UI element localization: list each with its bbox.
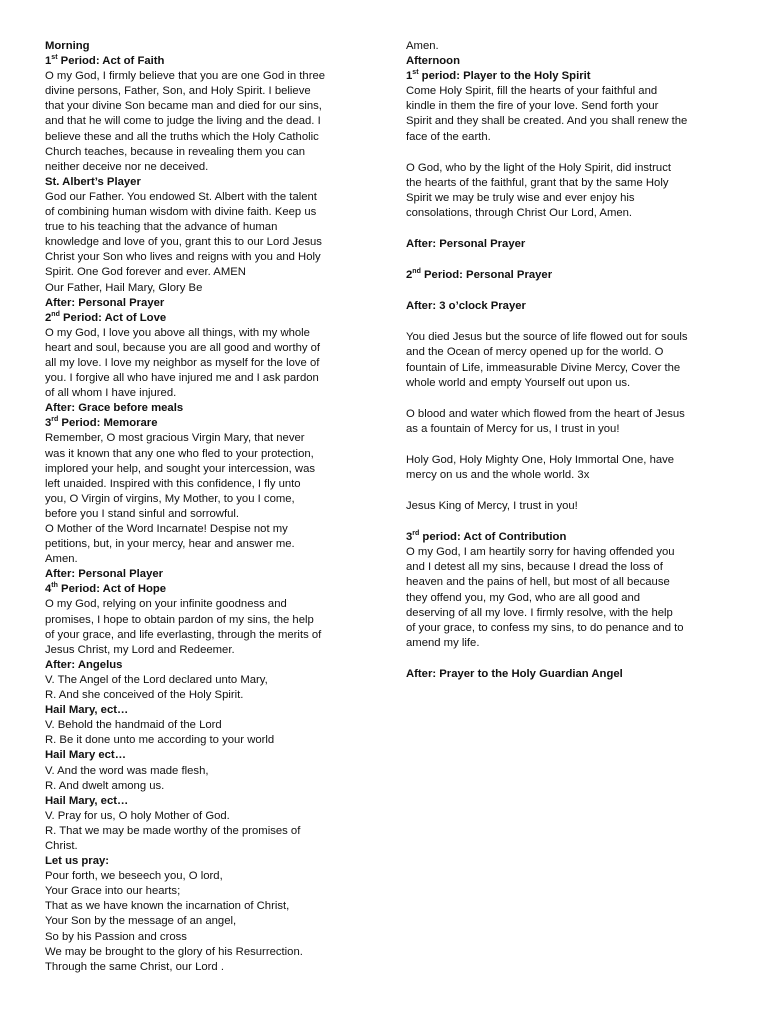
spacer [406, 514, 726, 530]
text-line: and that he will come to judge the living and the dead. I [45, 115, 321, 128]
period-1-heading: 1st Period: Act of Faith [45, 54, 165, 68]
text-line: You died Jesus but the source of life flowed out for souls [406, 331, 688, 344]
after-heading: After: Angelus [45, 658, 123, 671]
text-line: Your Grace into our hearts; [45, 885, 181, 898]
period-2-heading: 2nd Period: Personal Prayer [406, 268, 553, 282]
text-line: R. That we may be made worthy of the promises of [45, 824, 301, 837]
text-line: O God, who by the light of the Holy Spirit, did instruct [406, 161, 671, 174]
text-line: and I detest all my sins, because I dread the loss of [406, 561, 663, 574]
left-column [45, 39, 363, 975]
text-line: as a fountain of Mercy for us, I trust in you! [406, 422, 620, 435]
text-line: V. Pray for us, O holy Mother of God. [45, 809, 230, 822]
text-line: amend my life. [406, 636, 480, 649]
divine-mercy-text-2 [406, 407, 726, 437]
hail-mary-heading: Hail Mary, ect… [45, 794, 129, 807]
text-line: Jesus Christ, my Lord and Redeemer. [45, 643, 235, 656]
after-heading: After: Personal Player [45, 568, 164, 581]
text-line: V. The Angel of the Lord declared unto Mary, [45, 673, 268, 686]
amen-text: Amen. [406, 40, 439, 52]
spacer [406, 391, 726, 407]
st-albert-heading: St. Albert’s Player [45, 175, 141, 188]
text-line: Remember, O most gracious Virgin Mary, that never [45, 432, 305, 445]
text-line: knowledge and love of you, grant this to our Lord Jesus [45, 236, 322, 249]
text-line: they offend you, my God, who are all good and [406, 591, 641, 604]
angelus-verse-4 [45, 809, 363, 854]
text-line: was it known that any one who fled to your protection, [45, 447, 314, 460]
act-of-contrition-text [406, 545, 726, 651]
memorare-text [45, 431, 363, 567]
text-line: deserving of all my love. I firmly resolve, with the help [406, 606, 673, 619]
angelus-verse-1 [45, 673, 363, 703]
hail-mary-heading: Hail Mary ect… [45, 749, 126, 762]
morning-heading: Morning [45, 40, 90, 52]
holy-spirit-collect-text [406, 161, 726, 221]
closing-prayer-text [45, 869, 363, 975]
text-line: So by his Passion and cross [45, 930, 187, 943]
angelus-verse-3 [45, 764, 363, 794]
period-4-heading: 4th Period: Act of Hope [45, 582, 167, 596]
text-line: O my God, I am heartily sorry for having offended you [406, 546, 675, 559]
text-line: God our Father. You endowed St. Albert with the talent [45, 190, 317, 203]
text-line: face of the earth. [406, 130, 491, 143]
text-line: fountain of Life, immeasurable Divine Mercy, Cover the [406, 361, 681, 374]
text-line: of your grace, to confess my sins, to do penance and to [406, 621, 684, 634]
text-line: and the Ocean of mercy opened up for the world. O [406, 346, 664, 359]
text-line: left unaided. Inspired with this confidence, I fly unto [45, 477, 301, 490]
text-line: believe these and all the truths which the Holy Catholic [45, 130, 319, 143]
text-line: O blood and water which flowed from the heart of Jesus [406, 407, 685, 420]
after-heading: After: Personal Prayer [45, 296, 165, 309]
text-line: divine persons, Father, Son, and Holy Spirit. I believe [45, 85, 311, 98]
text-line: the hearts of the faithful, grant that by the same Holy [406, 176, 669, 189]
spacer [406, 145, 726, 161]
text-line: kindle in them the fire of your love. Send forth your [406, 100, 659, 113]
text-line: Christ your Son who lives and reigns with you and Holy [45, 251, 321, 264]
text-line: consolations, through Christ Our Lord, Amen. [406, 206, 633, 219]
holy-spirit-prayer-text [406, 84, 726, 144]
act-of-faith-text [45, 69, 363, 175]
text-line: Through the same Christ, our Lord . [45, 960, 224, 973]
text-line: neither deceive nor ne deceived. [45, 160, 209, 173]
text-line: true to his teaching that the advance of human [45, 221, 278, 234]
st-albert-text [45, 190, 363, 296]
text-line: of combining human wisdom with divine faith. Keep us [45, 206, 317, 219]
text-line: V. Behold the handmaid of the Lord [45, 719, 222, 732]
text-line: Our Father, Hail Mary, Glory Be [45, 281, 203, 294]
after-heading: After: Grace before meals [45, 402, 184, 415]
text-line: before you I stand sinful and sorrowful. [45, 507, 240, 520]
period-2-heading: 2nd Period: Act of Love [45, 310, 167, 324]
after-heading: After: Personal Prayer [406, 238, 526, 251]
divine-mercy-text-1 [406, 330, 726, 390]
text-line: Your Son by the message of an angel, [45, 915, 237, 928]
angelus-verse-2 [45, 718, 363, 748]
text-line: O my God, I love you above all things, with my whole [45, 326, 310, 339]
text-line: O my God, relying on your infinite goodness and [45, 598, 287, 611]
text-line: Holy God, Holy Mighty One, Holy Immortal One, have [406, 453, 675, 466]
spacer [406, 483, 726, 499]
spacer [406, 437, 726, 453]
after-heading: After: 3 o’clock Prayer [406, 300, 526, 313]
spacer [406, 221, 726, 237]
text-line: O Mother of the Word Incarnate! Despise not my [45, 523, 288, 535]
text-line: you, O Virgin of virgins, My Mother, to you I come, [45, 492, 295, 505]
text-line: R. And dwelt among us. [45, 779, 165, 792]
spacer [406, 314, 726, 330]
text-line: that your divine Son became man and died for our sins, [45, 100, 322, 113]
text-line: Pour forth, we beseech you, O lord, [45, 870, 223, 883]
text-line: heart and soul, because you are all good and worthy of [45, 341, 321, 354]
text-line: petitions, but, in your mercy, hear and answer me. [45, 538, 295, 551]
text-line: Spirit. One God forever and ever. AMEN [45, 266, 246, 279]
period-3-heading: 3rd Period: Memorare [45, 416, 158, 430]
spacer [406, 651, 726, 667]
text-line: Amen. [45, 553, 78, 566]
text-line: R. And she conceived of the Holy Spirit. [45, 689, 244, 702]
text-line: mercy on us and the whole world. 3x [406, 468, 590, 481]
period-1-heading: 1st period: Player to the Holy Spirit [406, 69, 591, 83]
hail-mary-heading: Hail Mary, ect… [45, 704, 129, 717]
text-line: O my God, I firmly believe that you are one God in three [45, 70, 326, 83]
text-line: Spirit and they shall be created. And you shall renew the [406, 115, 688, 128]
text-line: Christ. [45, 839, 78, 852]
text-line: We may be brought to the glory of his Resurrection. [45, 945, 303, 958]
text-line: promises, I hope to obtain pardon of my sins, the help [45, 613, 314, 626]
text-line: Spirit we may be truly wise and ever enjoy his [406, 191, 635, 204]
text-line: you. I forgive all who have injured me and I ask pardon [45, 372, 319, 385]
text-line: Church teaches, because in revealing them you can [45, 145, 305, 158]
spacer [406, 252, 726, 268]
divine-mercy-text-3 [406, 453, 726, 483]
divine-mercy-text-4: Jesus King of Mercy, I trust in you! [406, 500, 578, 513]
period-3-heading: 3rd period: Act of Contribution [406, 530, 567, 544]
text-line: whole world and empty Yourself out upon us. [406, 376, 631, 389]
text-line: of all whom I have injured. [45, 387, 177, 400]
text-line: R. Be it done unto me according to your world [45, 734, 275, 747]
act-of-love-text [45, 326, 363, 401]
text-line: all my love. I love my neighbor as myself for the love of [45, 356, 320, 369]
text-line: heaven and the pains of hell, but most of all because [406, 576, 670, 589]
text-line: implored your help, and sought your intercession, was [45, 462, 316, 475]
act-of-hope-text [45, 597, 363, 657]
text-line: of your grace, and life everlasting, through the merits of [45, 628, 322, 641]
spacer [406, 283, 726, 299]
afternoon-heading: Afternoon [406, 55, 460, 68]
text-line: Come Holy Spirit, fill the hearts of your faithful and [406, 85, 658, 98]
right-column [406, 39, 726, 682]
let-us-pray-heading: Let us pray: [45, 855, 110, 868]
text-line: That as we have known the incarnation of Christ, [45, 900, 290, 913]
text-line: V. And the word was made flesh, [45, 764, 209, 777]
after-heading: After: Prayer to the Holy Guardian Angel [406, 667, 623, 680]
